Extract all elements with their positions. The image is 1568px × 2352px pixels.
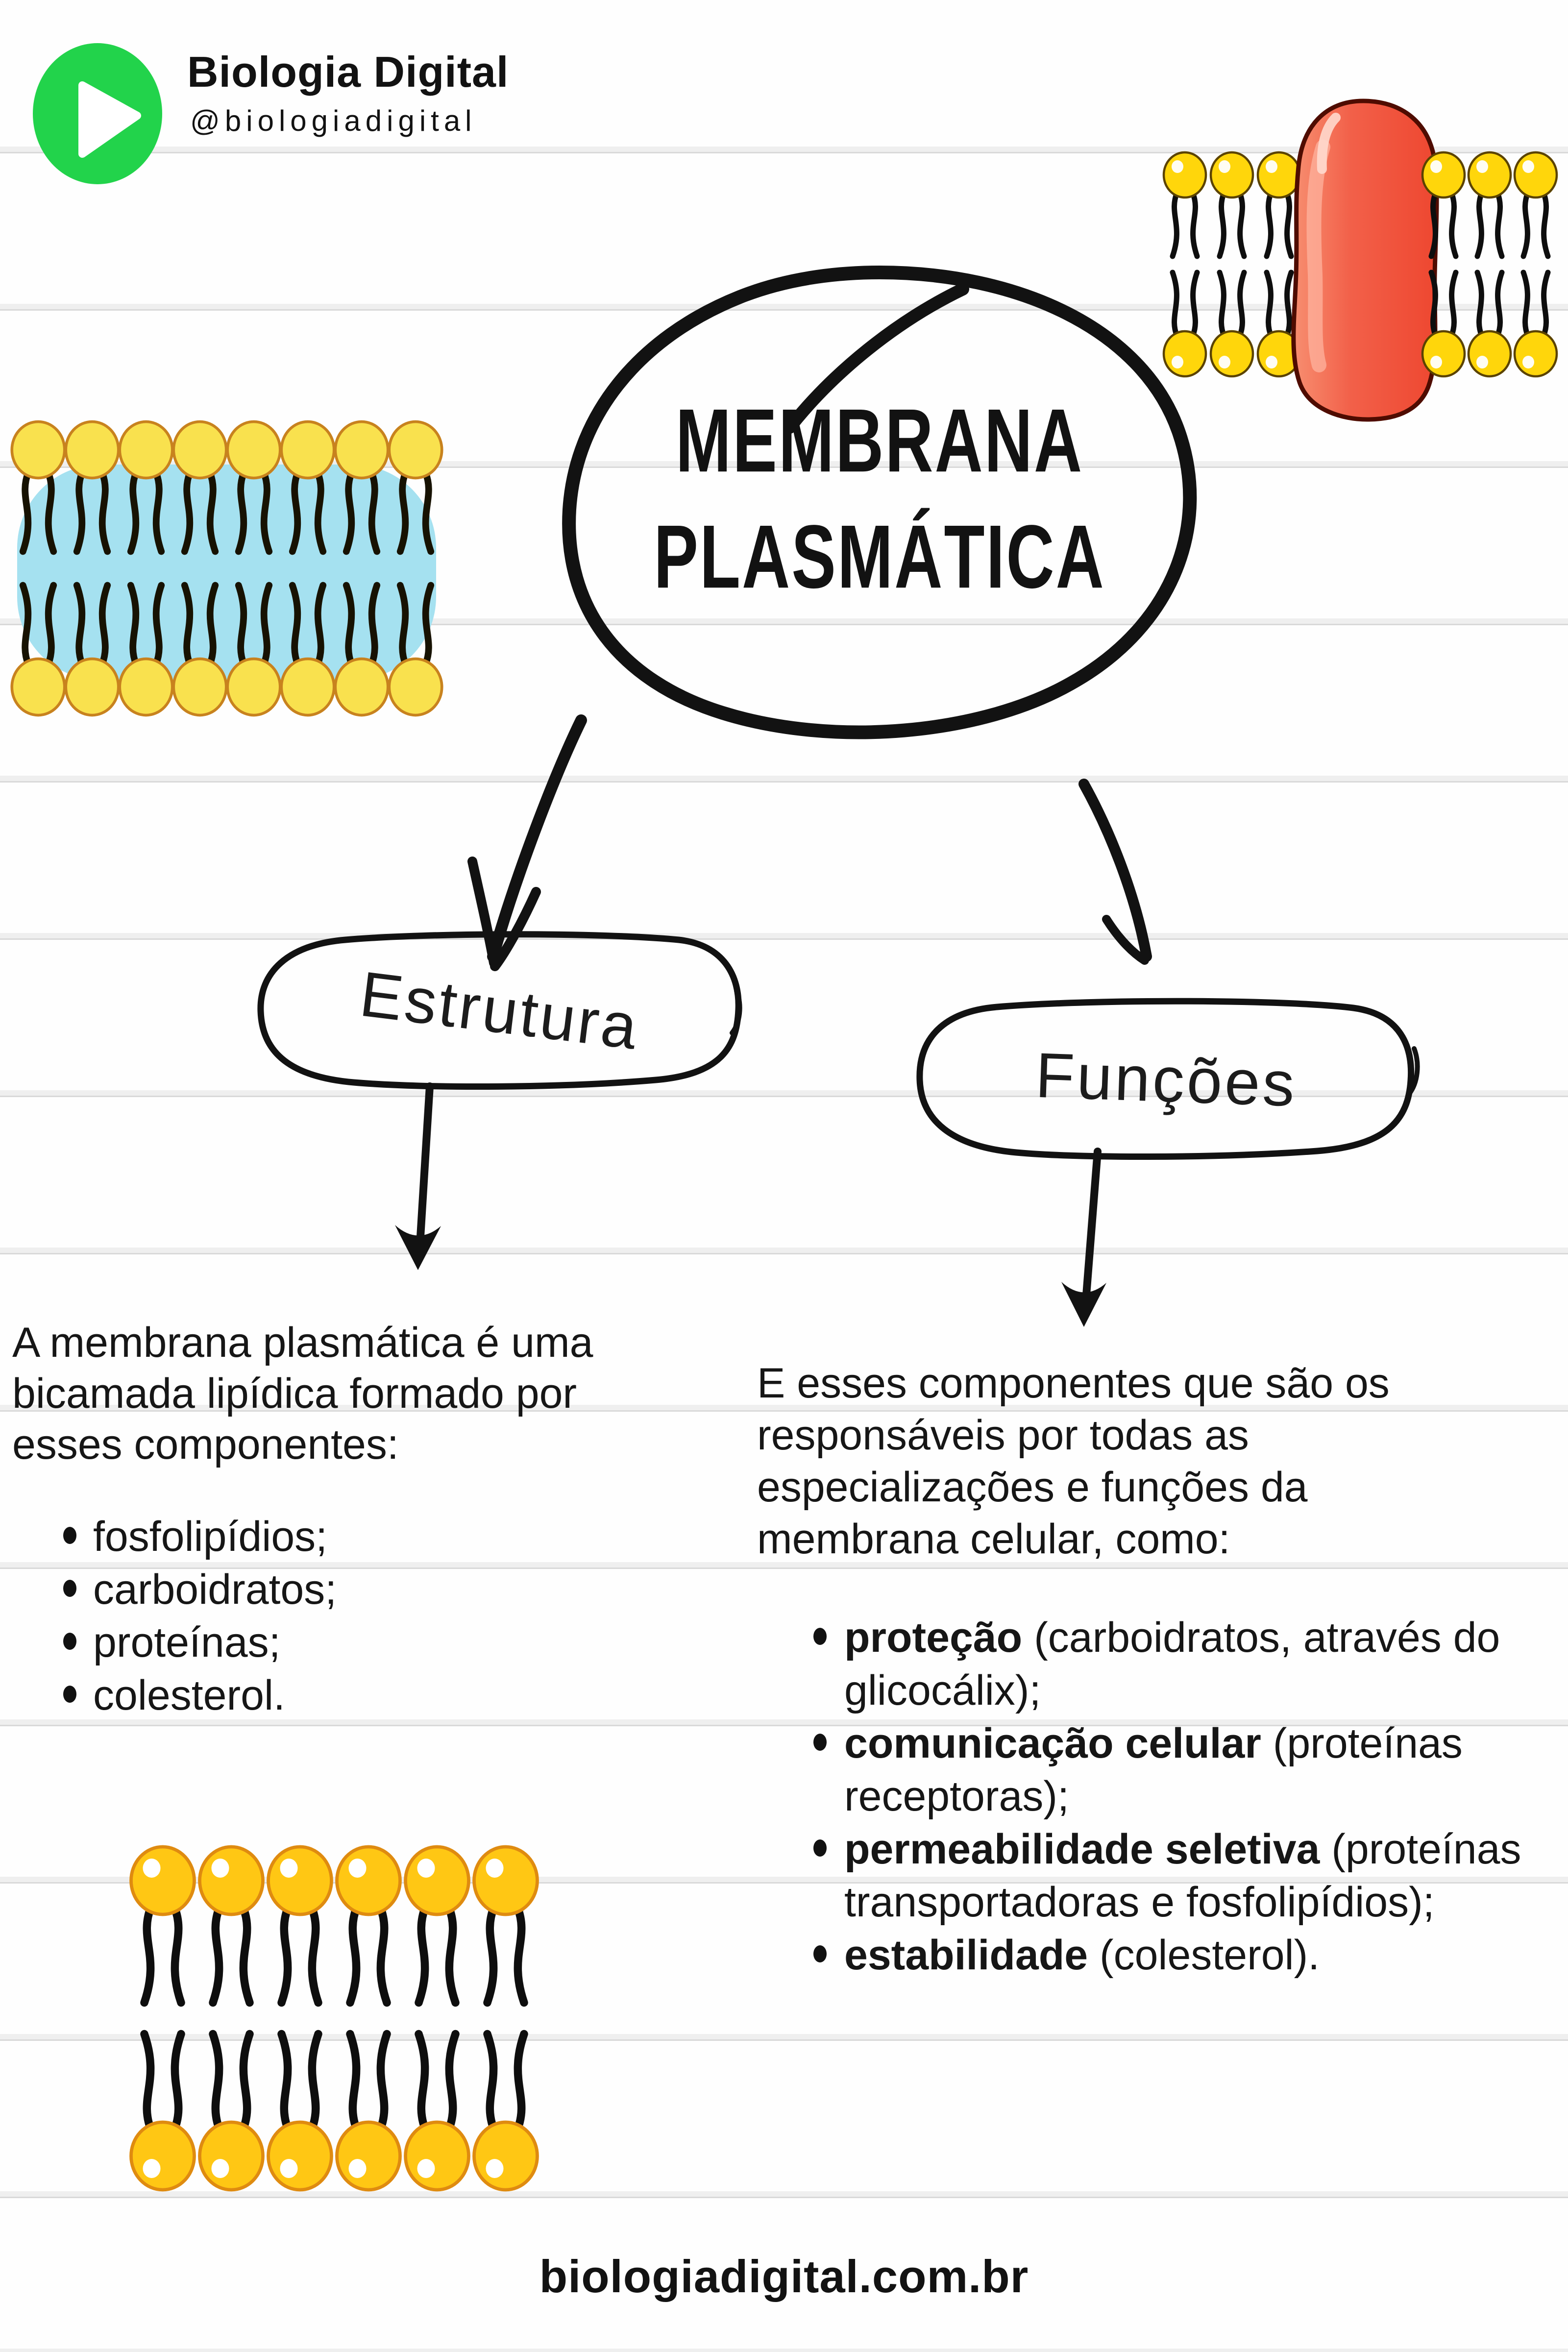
estrutura-paragraph-line: bicamada lipídica formado por (12, 1370, 577, 1417)
arrow-to-funcoes (1084, 784, 1147, 960)
list-item: colesterol. (12, 1669, 698, 1722)
list-item: proteínas; (12, 1616, 698, 1669)
bullet-dot (813, 1734, 827, 1751)
arrow-estrutura-to-text (395, 1086, 441, 1270)
list-item: proteção (carboidratos, através do glicocálix); (755, 1611, 1548, 1717)
play-icon (30, 41, 165, 186)
arrow-to-estrutura (472, 720, 581, 966)
funcoes-paragraph-line: responsáveis por todas as (757, 1412, 1249, 1459)
bullet-dot (63, 1527, 76, 1544)
funcoes-paragraph-line: membrana celular, como: (757, 1516, 1230, 1563)
website-url: biologiadigital.com.br (539, 2251, 1029, 2302)
membrane-protein-illustration (1164, 101, 1557, 419)
bullet-dot (813, 1945, 827, 1962)
funcoes-paragraph (757, 1357, 1390, 1565)
funcoes-list (755, 1611, 1548, 1982)
transmembrane-protein (1294, 101, 1437, 419)
estrutura-component-list (12, 1510, 698, 1722)
lipid-bilayer-blue-illustration (12, 422, 442, 715)
list-item: carboidratos; (12, 1563, 698, 1616)
bullet-dot (813, 1839, 827, 1857)
bullet-dot (813, 1628, 827, 1645)
node-funcoes: Funções (1034, 1039, 1298, 1120)
node-estrutura: Estrutura (356, 957, 643, 1063)
list-item: fosfolipídios; (12, 1510, 698, 1563)
brand-handle: @biologiadigital (190, 104, 477, 137)
page-title (583, 383, 1176, 615)
estrutura-paragraph (12, 1317, 593, 1470)
list-item: estabilidade (colesterol). (755, 1929, 1548, 1982)
funcoes-paragraph-line: especializações e funções da (757, 1464, 1308, 1511)
title-line-1: MEMBRANA (675, 390, 1084, 491)
bullet-dot (63, 1580, 76, 1597)
title-line-2: PLASMÁTICA (654, 506, 1105, 607)
lipid-bilayer-gold-illustration (131, 1847, 538, 2190)
bullet-dot (63, 1686, 76, 1703)
list-item: permeabilidade seletiva (proteínas transportadoras e fosfolipídios); (755, 1823, 1548, 1929)
estrutura-paragraph-line: A membrana plasmática é uma (12, 1319, 593, 1366)
brand-name: Biologia Digital (187, 48, 509, 96)
estrutura-paragraph-line: esses componentes: (12, 1421, 399, 1468)
list-item: comunicação celular (proteínas receptoras); (755, 1717, 1548, 1823)
arrow-funcoes-to-text (1061, 1152, 1106, 1327)
bullet-dot (63, 1633, 76, 1650)
funcoes-paragraph-line: E esses componentes que são os (757, 1360, 1390, 1407)
